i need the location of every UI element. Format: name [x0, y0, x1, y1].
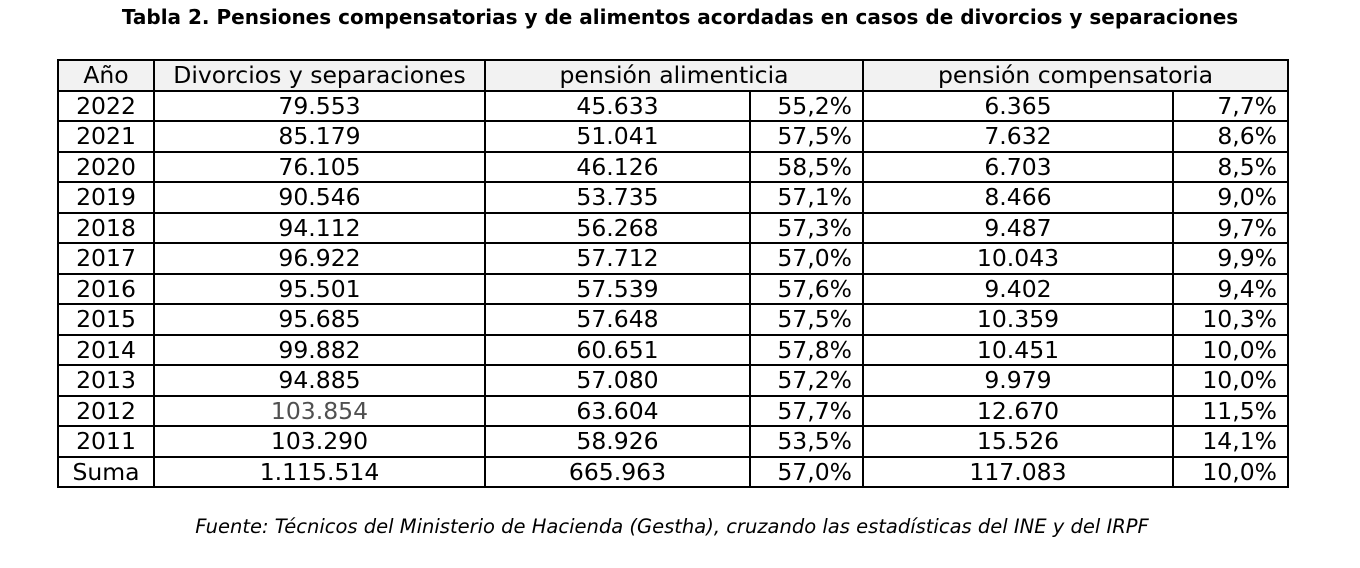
cell-compensatoria: 10.043	[863, 243, 1173, 274]
cell-alimenticia: 57.080	[485, 365, 750, 396]
cell-alimenticia: 53.735	[485, 182, 750, 213]
cell-alimenticia: 60.651	[485, 335, 750, 366]
cell-compensatoria: 10.359	[863, 304, 1173, 335]
cell-compensatoria-pct: 9,0%	[1173, 182, 1288, 213]
cell-compensatoria: 6.365	[863, 91, 1173, 122]
cell-alimenticia: 58.926	[485, 426, 750, 457]
cell-year: 2021	[58, 121, 154, 152]
cell-compensatoria: 7.632	[863, 121, 1173, 152]
cell-year: 2015	[58, 304, 154, 335]
cell-alimenticia-pct: 57,6%	[750, 274, 863, 305]
cell-compensatoria: 9.979	[863, 365, 1173, 396]
cell-total: 76.105	[154, 152, 485, 183]
cell-compensatoria: 117.083	[863, 457, 1173, 488]
table-row	[58, 213, 1288, 244]
table-row	[58, 396, 1288, 427]
cell-compensatoria-pct: 10,0%	[1173, 335, 1288, 366]
cell-compensatoria-pct: 7,7%	[1173, 91, 1288, 122]
cell-compensatoria: 10.451	[863, 335, 1173, 366]
cell-year: 2014	[58, 335, 154, 366]
cell-alimenticia-pct: 57,0%	[750, 457, 863, 488]
cell-alimenticia-pct: 57,2%	[750, 365, 863, 396]
cell-year: 2017	[58, 243, 154, 274]
pension-table	[57, 59, 1289, 488]
cell-alimenticia-pct: 57,0%	[750, 243, 863, 274]
cell-total: 95.685	[154, 304, 485, 335]
table-row	[58, 274, 1288, 305]
cell-compensatoria-pct: 8,5%	[1173, 152, 1288, 183]
cell-year: 2018	[58, 213, 154, 244]
cell-year: 2019	[58, 182, 154, 213]
cell-total: 79.553	[154, 91, 485, 122]
cell-alimenticia: 63.604	[485, 396, 750, 427]
cell-compensatoria-pct: 14,1%	[1173, 426, 1288, 457]
table-row	[58, 365, 1288, 396]
cell-alimenticia-pct: 53,5%	[750, 426, 863, 457]
cell-alimenticia-pct: 58,5%	[750, 152, 863, 183]
cell-alimenticia-pct: 57,1%	[750, 182, 863, 213]
cell-total: 95.501	[154, 274, 485, 305]
cell-total: 94.112	[154, 213, 485, 244]
table-row	[58, 335, 1288, 366]
table-row	[58, 91, 1288, 122]
cell-alimenticia: 45.633	[485, 91, 750, 122]
cell-total: 1.115.514	[154, 457, 485, 488]
cell-alimenticia: 57.712	[485, 243, 750, 274]
cell-year: Suma	[58, 457, 154, 488]
cell-alimenticia: 57.648	[485, 304, 750, 335]
cell-compensatoria-pct: 9,9%	[1173, 243, 1288, 274]
cell-compensatoria-pct: 9,4%	[1173, 274, 1288, 305]
cell-compensatoria: 9.487	[863, 213, 1173, 244]
cell-total: 90.546	[154, 182, 485, 213]
header-year: Año	[58, 60, 154, 91]
table-row	[58, 243, 1288, 274]
cell-alimenticia-pct: 55,2%	[750, 91, 863, 122]
table-row	[58, 121, 1288, 152]
cell-alimenticia: 46.126	[485, 152, 750, 183]
cell-year: 2016	[58, 274, 154, 305]
header-total: Divorcios y separaciones	[154, 60, 485, 91]
cell-compensatoria-pct: 10,0%	[1173, 457, 1288, 488]
cell-compensatoria: 9.402	[863, 274, 1173, 305]
cell-year: 2013	[58, 365, 154, 396]
cell-compensatoria-pct: 8,6%	[1173, 121, 1288, 152]
cell-compensatoria: 15.526	[863, 426, 1173, 457]
cell-alimenticia-pct: 57,3%	[750, 213, 863, 244]
cell-alimenticia: 51.041	[485, 121, 750, 152]
cell-year: 2012	[58, 396, 154, 427]
header-compensatoria: pensión compensatoria	[863, 60, 1288, 91]
cell-total: 85.179	[154, 121, 485, 152]
cell-total: 96.922	[154, 243, 485, 274]
cell-year: 2020	[58, 152, 154, 183]
source-note: Fuente: Técnicos del Ministerio de Hacienda (Gestha), cruzando las estadísticas del INE y del IRPF	[195, 515, 1149, 538]
table-row	[58, 457, 1288, 488]
table-row	[58, 426, 1288, 457]
cell-alimenticia-pct: 57,7%	[750, 396, 863, 427]
header-alimenticia: pensión alimenticia	[485, 60, 863, 91]
cell-alimenticia: 57.539	[485, 274, 750, 305]
table-title: Tabla 2. Pensiones compensatorias y de alimentos acordadas en casos de divorcios y separaciones	[121, 5, 1239, 29]
cell-alimenticia: 56.268	[485, 213, 750, 244]
cell-alimenticia-pct: 57,5%	[750, 304, 863, 335]
cell-alimenticia-pct: 57,8%	[750, 335, 863, 366]
header-row	[58, 60, 1288, 91]
cell-year: 2011	[58, 426, 154, 457]
cell-compensatoria-pct: 11,5%	[1173, 396, 1288, 427]
cell-compensatoria-pct: 10,3%	[1173, 304, 1288, 335]
cell-compensatoria: 6.703	[863, 152, 1173, 183]
cell-year: 2022	[58, 91, 154, 122]
cell-compensatoria-pct: 10,0%	[1173, 365, 1288, 396]
cell-total: 103.290	[154, 426, 485, 457]
cell-total: 103.854	[154, 396, 485, 427]
cell-alimenticia-pct: 57,5%	[750, 121, 863, 152]
table-row	[58, 304, 1288, 335]
cell-alimenticia: 665.963	[485, 457, 750, 488]
cell-total: 99.882	[154, 335, 485, 366]
cell-compensatoria: 12.670	[863, 396, 1173, 427]
table-row	[58, 182, 1288, 213]
cell-compensatoria: 8.466	[863, 182, 1173, 213]
cell-total: 94.885	[154, 365, 485, 396]
table-row	[58, 152, 1288, 183]
cell-compensatoria-pct: 9,7%	[1173, 213, 1288, 244]
